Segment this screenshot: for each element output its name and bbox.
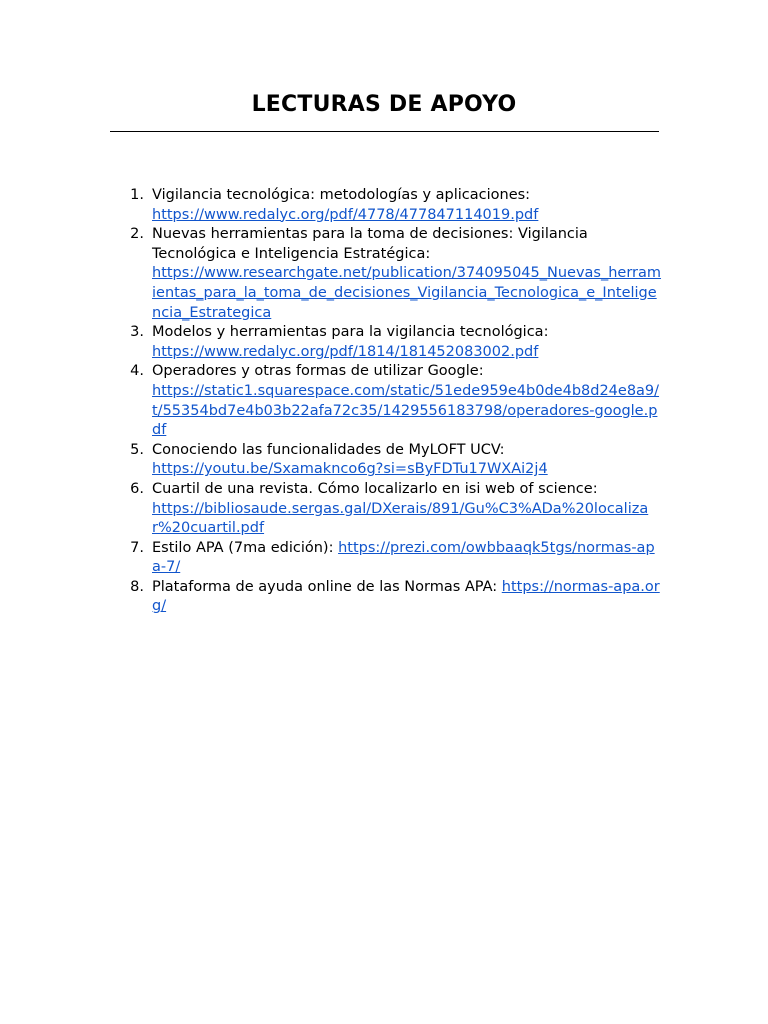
list-item-2 [110,225,662,323]
readings-list [110,186,662,617]
item-text: Estilo APA (7ma edición): [152,539,334,556]
item-link[interactable]: https://youtu.be/Sxamaknco6g?si=sByFDTu17WXAi2j4 [152,461,548,478]
item-text: Plataforma de ayuda online de las Normas APA: [152,578,498,595]
item-text: Operadores y otras formas de utilizar Google: [152,363,484,380]
item-number: 7. [130,539,144,556]
item-link[interactable]: https://www.researchgate.net/publication/374095045_Nuevas_herramientas_para_la_toma_de_decisiones_Vigilancia_Tecnologica_e_Inteligencia_Estrategica [152,265,662,321]
list-item-6 [110,480,662,539]
item-link[interactable]: https://www.redalyc.org/pdf/4778/477847114019.pdf [152,206,539,223]
list-item-1 [110,186,662,225]
item-text: Modelos y herramientas para la vigilancia tecnológica: [152,324,549,341]
item-number: 4. [130,363,144,380]
item-link[interactable]: https://normas-apa.org/ [152,578,660,615]
item-link[interactable]: https://prezi.com/owbbaaqk5tgs/normas-apa-7/ [152,539,655,576]
item-link[interactable]: https://static1.squarespace.com/static/51ede959e4b0de4b8d24e8a9/t/55354bd7e4b03b22afa72c35/1429556183798/operadores-google.pdf [152,382,660,439]
item-link[interactable]: https://www.redalyc.org/pdf/1814/181452083002.pdf [152,343,539,360]
item-number: 5. [130,441,144,458]
item-number: 6. [130,480,144,497]
item-text: Conociendo las funcionalidades de MyLOFT UCV: [152,441,505,458]
item-number: 3. [130,324,144,341]
list-item-4 [110,362,662,440]
item-text: Nuevas herramientas para la toma de decisiones: Vigilancia Tecnológica e Inteligencia Estratégica: [152,226,588,262]
list-item-5 [110,441,662,480]
list-item-8 [110,578,662,617]
item-number: 8. [130,578,144,595]
list-item-3 [110,323,662,362]
title-underline [110,131,659,132]
page-title: LECTURAS DE APOYO [251,92,517,117]
item-number: 2. [130,226,144,243]
list-item-7 [110,539,662,578]
item-number: 1. [130,187,144,203]
item-text: Vigilancia tecnológica: metodologías y aplicaciones: [152,187,531,203]
item-link[interactable]: https://bibliosaude.sergas.gal/DXerais/891/Gu%C3%ADa%20localizar%20cuartil.pdf [152,500,649,537]
item-text: Cuartil de una revista. Cómo localizarlo en isi web of science: [152,480,598,497]
